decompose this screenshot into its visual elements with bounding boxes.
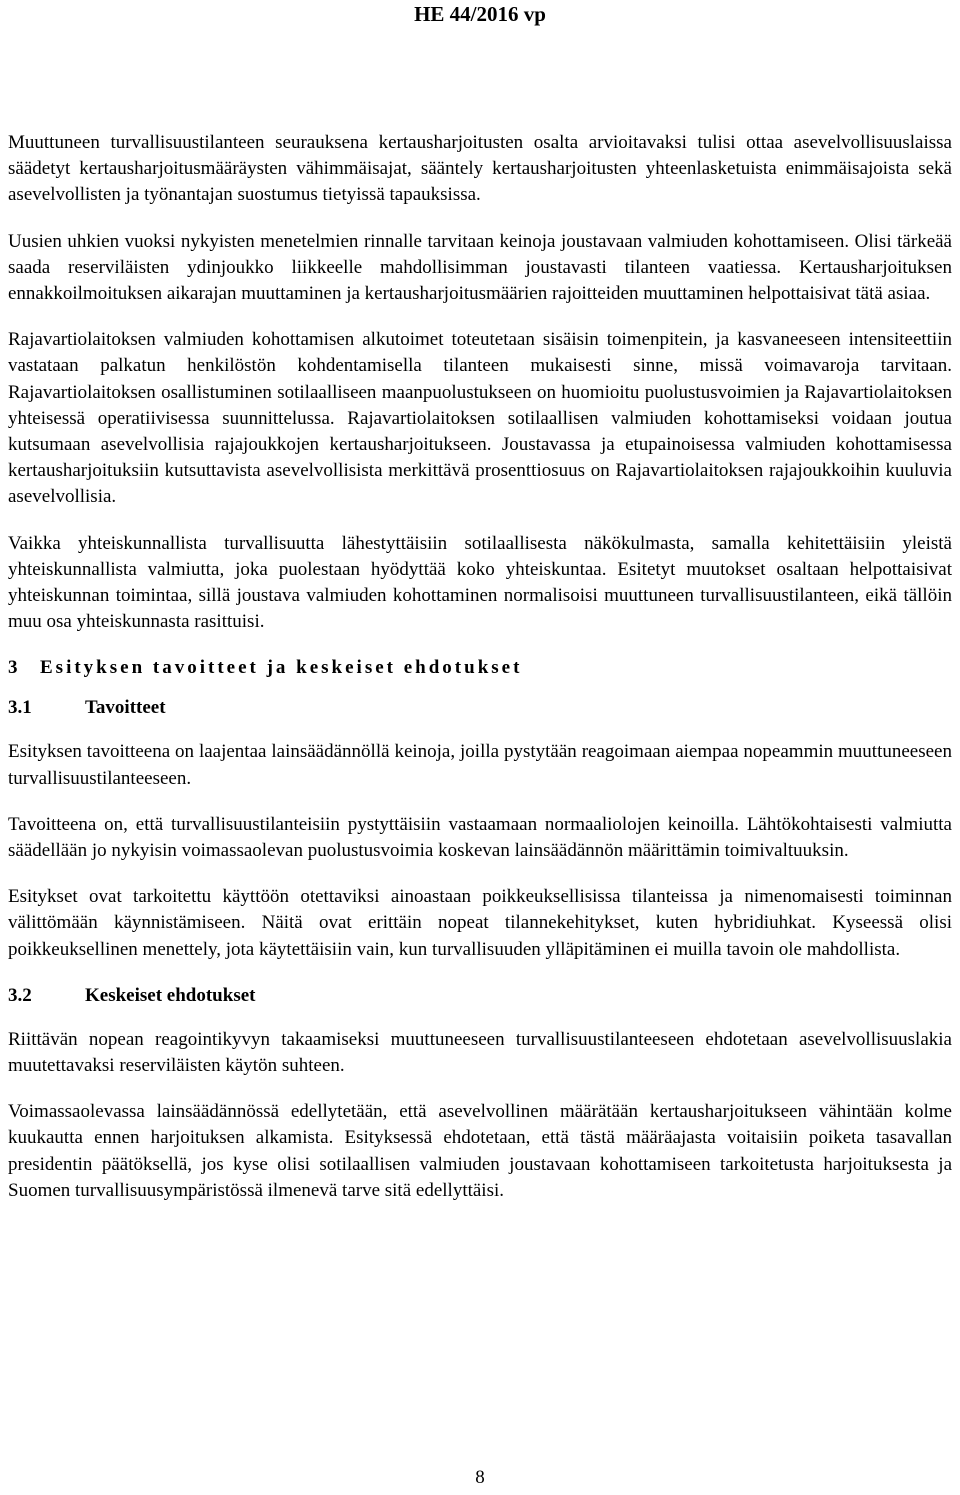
subsection-number: 3.2 [8, 984, 32, 1006]
body-paragraph: Vaikka yhteiskunnallista turvallisuutta lähestyttäisiin sotilaallisesta näkökulmasta, samalla kehitettäisiin yleistä yhteiskunnallista valmiutta, joka puolestaan hyödyttää koko yhteiskuntaa. Esitetyt muutokset osaltaan helpottaisivat yhteiskunnan toimintaa, sillä joustava valmiuden kohottaminen normalisoisi muuttuneen turvallisuustilanteen, eikä tällöin muu osa yhteiskunnasta rasittuisi. [8, 532, 952, 633]
body-paragraph: Riittävän nopean reagointikyvyn takaamiseksi muuttuneeseen turvallisuustilanteeseen ehdotetaan asevelvollisuuslakia muutettavaksi reserviläisten käytön suhteen. [8, 1028, 952, 1077]
subsection-number: 3.1 [8, 697, 32, 719]
section-number: 3 [8, 657, 18, 679]
document-id: HE 44/2016 vp [414, 2, 546, 26]
section-heading [8, 655, 952, 681]
page-header [0, 0, 960, 30]
subsection-title: Keskeiset ehdotukset [85, 984, 256, 1006]
document-body [8, 130, 952, 1224]
body-paragraph: Uusien uhkien vuoksi nykyisten menetelmien rinnalle tarvitaan keinoja joustavaan valmiuden kohottamiseen. Olisi tärkeää saada reserviläisten ydinjoukko liikkeelle mahdollisimman joustavasti tilanteen vaatiessa. Kertausharjoituksen ennakkoilmoituksen aikarajan muuttaminen ja kertausharjoitusmäärien rajoitteiden muuttaminen helpottaisivat tätä asiaa. [8, 230, 952, 305]
body-paragraph: Esityksen tavoitteena on laajentaa lainsäädännöllä keinoja, joilla pystytään reagoimaan aiempaa nopeammin muuttuneeseen turvallisuustilanteeseen. [8, 741, 952, 789]
subsection-heading [8, 983, 952, 1009]
subsection-heading [8, 695, 952, 721]
body-paragraph: Muuttuneen turvallisuustilanteen seurauksena kertausharjoitusten osalta arvioitavaksi tulisi ottaa asevelvollisuuslaissa säädetyt kertausharjoitusmääräysten vähimmäisajat, sääntely kertausharjoitusten yhteenlasketuista enimmäisajoista sekä asevelvollisten ja työnantajan suostumus tietyissä tapauksissa. [8, 132, 952, 206]
body-paragraph: Tavoitteena on, että turvallisuustilanteisiin pystyttäisiin vastaamaan normaaliolojen keinoilla. Lähtökohtaisesti valmiutta säädellään jo nykyisin voimassaolevan puolustusvoimia koskevan lainsäädännön määrittämin toimivaltuuksin. [8, 813, 952, 862]
subsection-title: Tavoitteet [85, 697, 166, 719]
body-paragraph: Rajavartiolaitoksen valmiuden kohottamisen alkutoimet toteutetaan sisäisin toimenpitein, ja kasvaneeseen intensiteettiin vastataan palkatun henkilöstön kohdentamisella tilanteen mukaisesti sinne, missä voimavaroja tarvitaan. Rajavartiolaitoksen osallistuminen sotilaalliseen maanpuolustukseen on huomioitu puolustusvoimien ja Rajavartiolaitoksen yhteisessä operatiivisessa suunnittelussa. Rajavartiolaitoksen sotilaallisen valmiuden kohottamiseksi voidaan joutua kutsumaan asevelvollisia rajajoukkojen kertausharjoitukseen. Joustavassa ja etupainoisessa valmiuden kohottamisessa kertausharjoituksiin kutsuttavista asevelvollisista merkittävä prosenttiosuus on Rajavartiolaitoksen rajajoukkoihin kuuluvia asevelvollisia. [8, 329, 952, 508]
body-paragraph: Voimassaolevassa lainsäädännössä edellytetään, että asevelvollinen määrätään kertausharjoitukseen vähintään kolme kuukautta ennen harjoituksen alkamista. Esityksessä ehdotetaan, että tästä määräajasta voitaisiin poiketa tasavallan presidentin päätöksellä, jos kyse olisi sotilaallisen valmiuden joustavaan kohottamiseen tarkoitetusta harjoituksesta ja Suomen turvallisuusympäristössä ilmenevä tarve sitä edellyttäisi. [8, 1101, 952, 1201]
section-title: Esityksen tavoitteet ja keskeiset ehdotukset [40, 657, 523, 679]
body-paragraph: Esitykset ovat tarkoitettu käyttöön otettaviksi ainoastaan poikkeuksellisissa tilanteissa ja nimenomaisesti toiminnan välittömään käynnistämiseen. Näitä ovat erittäin nopeat tilannekehitykset, kuten hybridiuhkat. Kyseessä olisi poikkeuksellinen menettely, jota käytettäisiin vain, kun turvallisuuden ylläpitäminen ei muilla tavoin ole mahdollista. [8, 886, 952, 960]
page-number: 8 [475, 1467, 485, 1488]
